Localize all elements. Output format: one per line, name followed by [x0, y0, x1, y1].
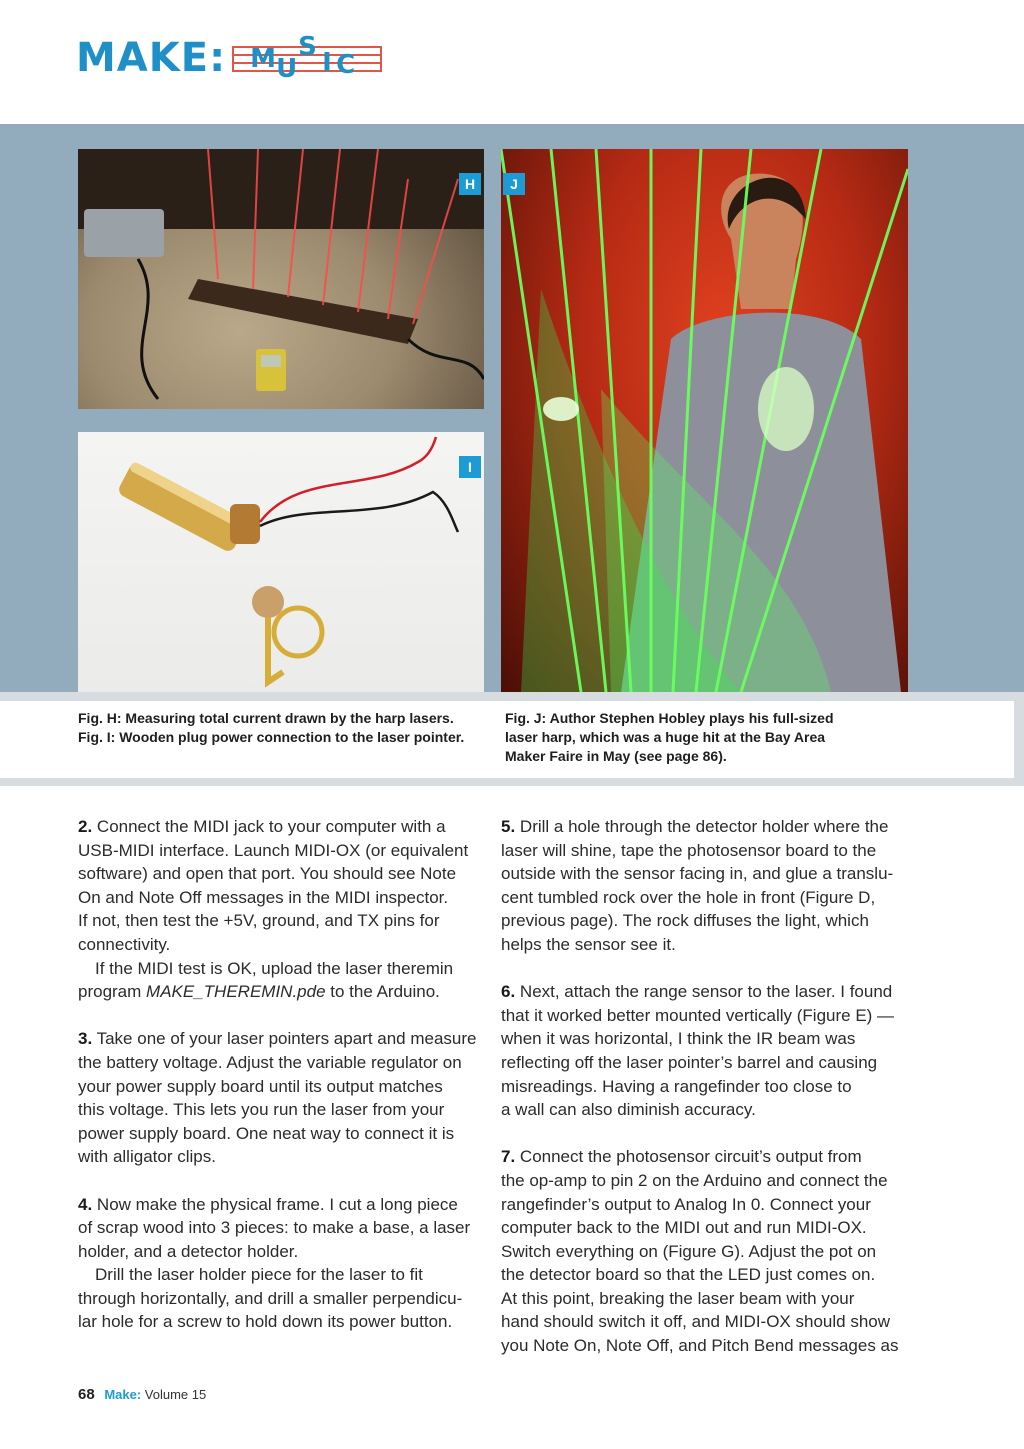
- figure-i-label: I: [459, 456, 481, 478]
- logo-letter: C: [336, 50, 356, 80]
- make-music-logo: [76, 32, 382, 84]
- caption-line: Fig. I: Wooden plug power connection to the laser pointer.: [78, 729, 465, 745]
- caption-line: Maker Faire in May (see page 86).: [505, 748, 727, 764]
- logo-make-text: MAKE:: [76, 35, 227, 81]
- text-line: previous page). The rock diffuses the light, which: [501, 911, 869, 931]
- text-line: connectivity.: [78, 934, 171, 954]
- text-line: reflecting off the laser pointer’s barrel and causing: [501, 1052, 878, 1072]
- text-line: outside with the sensor facing in, and glue a translu-: [501, 864, 894, 884]
- step-7: [501, 1145, 913, 1357]
- step-5: [501, 815, 913, 957]
- text-line: through horizontally, and drill a smaller perpendicu-: [78, 1288, 463, 1308]
- volume-label: Volume 15: [144, 1387, 207, 1402]
- text-line: the detector board so that the LED just comes on.: [501, 1265, 876, 1285]
- text-line: when it was horizontal, I think the IR beam was: [501, 1029, 856, 1049]
- text-line: that it worked better mounted vertically (Figure E) —: [501, 1005, 895, 1025]
- step-number: 5.: [501, 817, 516, 836]
- step-number: 2.: [78, 817, 93, 836]
- figure-h-label: H: [459, 173, 481, 195]
- step-number: 4.: [78, 1194, 93, 1214]
- left-text-column: [78, 815, 488, 1358]
- text-line: USB-MIDI interface. Launch MIDI-OX (or equivalent: [78, 840, 469, 860]
- figure-i-photo: [78, 432, 484, 692]
- figure-h-photo: [78, 149, 484, 409]
- text-line: If the MIDI test is OK, upload the laser theremin: [95, 958, 454, 978]
- laser-harp-player-illustration: [501, 149, 908, 692]
- laser-pointer-illustration: [78, 432, 484, 692]
- right-text-column: [501, 815, 913, 1381]
- caption-figures-h-i: [78, 709, 498, 747]
- text-line: computer back to the MIDI out and run MIDI-OX.: [501, 1218, 867, 1238]
- step-2: [78, 815, 488, 1004]
- step-3: [78, 1027, 488, 1169]
- harp-lasers-illustration: [78, 149, 484, 409]
- caption-line: Fig. H: Measuring total current drawn by the harp lasers.: [78, 710, 454, 726]
- page-header: [0, 0, 1024, 124]
- text-line: hand should switch it off, and MIDI-OX should show: [501, 1312, 890, 1332]
- step-number: 6.: [501, 982, 516, 1002]
- text-line: program: [78, 982, 147, 1002]
- figure-j-photo: [501, 149, 908, 692]
- text-line: Connect the MIDI jack to your computer with a: [92, 817, 446, 836]
- text-line: to the Arduino.: [325, 982, 440, 1002]
- page-number: 68: [78, 1386, 95, 1403]
- text-line: of scrap wood into 3 pieces: to make a base, a laser: [78, 1218, 471, 1238]
- magazine-name: Make:: [104, 1387, 142, 1402]
- figure-j-label: J: [503, 173, 525, 195]
- text-line: Take one of your laser pointers apart and measure: [92, 1029, 477, 1049]
- text-line: Drill the laser holder piece for the laser to fit: [95, 1265, 423, 1285]
- text-line: with alligator clips.: [78, 1147, 216, 1167]
- logo-music-staff: [232, 32, 382, 84]
- text-line: a wall can also diminish accuracy.: [501, 1100, 756, 1120]
- text-line: software) and open that port. You should see Note: [78, 864, 457, 884]
- caption-figure-j: [505, 709, 905, 766]
- text-line: Switch everything on (Figure G). Adjust the pot on: [501, 1241, 877, 1261]
- logo-letter: U: [276, 54, 298, 84]
- sketch-filename: MAKE_THEREMIN.pde: [146, 982, 326, 1002]
- text-line: cent tumbled rock over the hole in front (Figure D,: [501, 887, 876, 907]
- step-6: [501, 980, 913, 1122]
- text-line: this voltage. This lets you run the laser from your: [78, 1100, 445, 1120]
- text-line: Next, attach the range sensor to the laser. I found: [515, 982, 893, 1002]
- text-line: you Note On, Note Off, and Pitch Bend messages as: [501, 1336, 899, 1356]
- step-number: 3.: [78, 1029, 93, 1049]
- logo-letter: M: [250, 44, 276, 74]
- text-line: your power supply board until its output matches: [78, 1076, 443, 1096]
- text-line: On and Note Off messages in the MIDI inspector.: [78, 887, 449, 907]
- text-line: the battery voltage. Adjust the variable regulator on: [78, 1052, 462, 1072]
- caption-line: laser harp, which was a huge hit at the Bay Area: [505, 729, 826, 745]
- text-line: misreadings. Having a rangefinder too close to: [501, 1076, 852, 1096]
- text-line: Now make the physical frame. I cut a long piece: [92, 1194, 458, 1214]
- step-number: 7.: [501, 1147, 516, 1167]
- logo-letter: I: [322, 48, 332, 78]
- text-line: rangefinder’s output to Analog In 0. Connect your: [501, 1194, 871, 1214]
- page-footer: [78, 1386, 206, 1403]
- text-line: lar hole for a screw to hold down its power button.: [78, 1312, 453, 1332]
- logo-letter: S: [298, 32, 317, 62]
- text-line: helps the sensor see it.: [501, 934, 676, 954]
- text-line: If not, then test the +5V, ground, and TX pins for: [78, 911, 440, 931]
- text-line: At this point, breaking the laser beam with your: [501, 1288, 855, 1308]
- text-line: Connect the photosensor circuit’s output from: [515, 1147, 862, 1167]
- text-line: holder, and a detector holder.: [78, 1241, 299, 1261]
- text-line: power supply board. One neat way to connect it is: [78, 1123, 455, 1143]
- step-4: [78, 1193, 488, 1335]
- text-line: Drill a hole through the detector holder where the: [515, 817, 889, 836]
- caption-line: Fig. J: Author Stephen Hobley plays his full-sized: [505, 710, 834, 726]
- text-line: the op-amp to pin 2 on the Arduino and connect the: [501, 1170, 888, 1190]
- text-line: laser will shine, tape the photosensor board to the: [501, 840, 877, 860]
